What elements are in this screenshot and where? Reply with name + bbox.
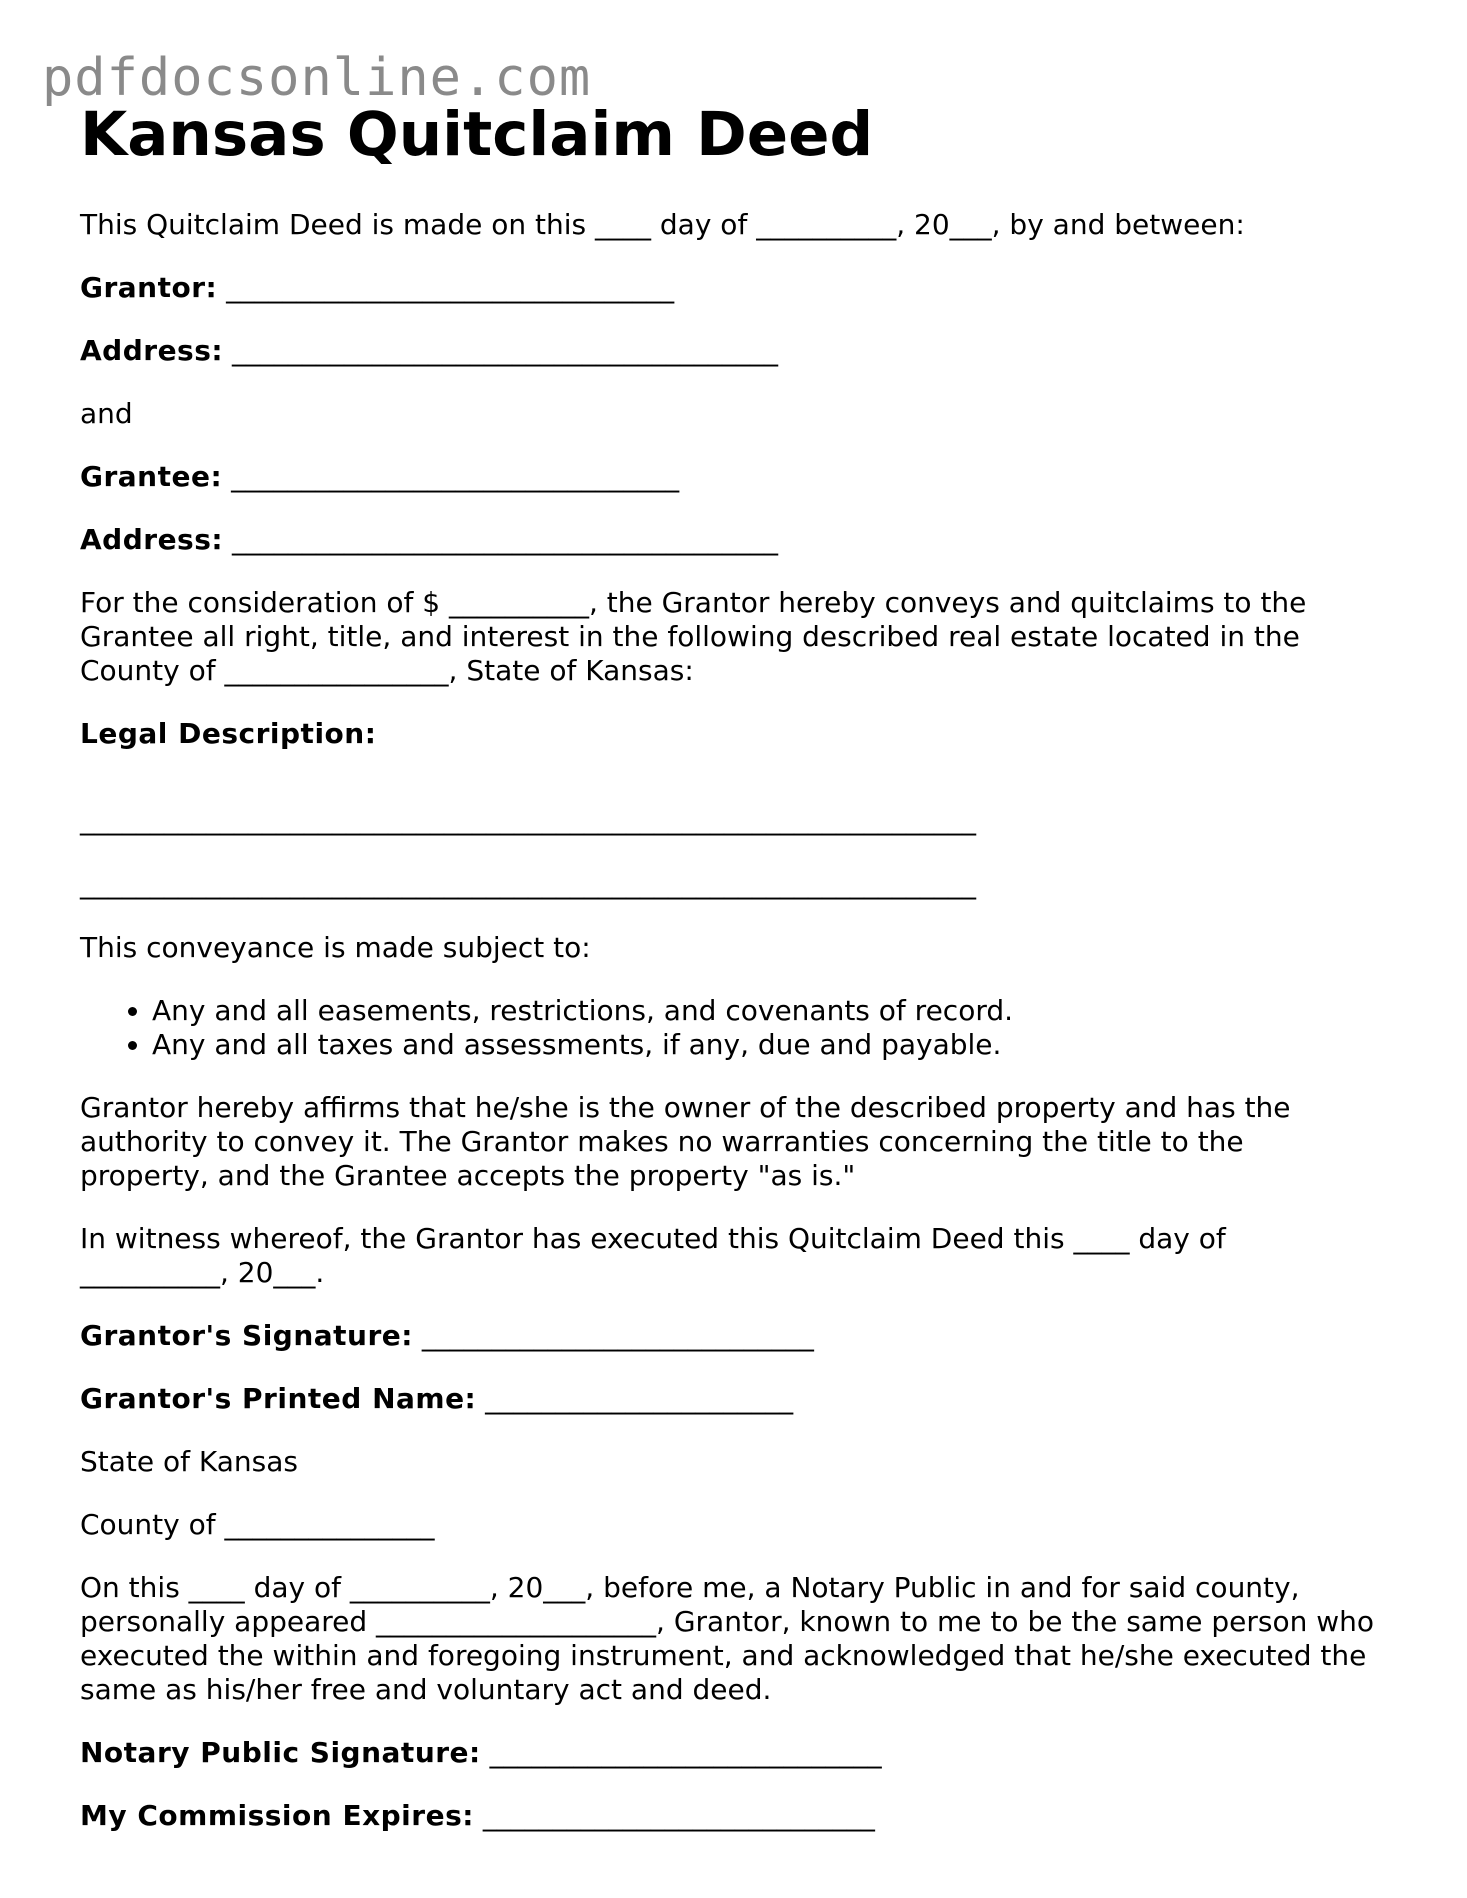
document-body <box>80 100 1380 1862</box>
grantee-field <box>80 460 1380 494</box>
grantor-field <box>80 271 1380 305</box>
grantor-printed-name-field <box>80 1382 1380 1416</box>
legal-description-line-1: ________________________________________________________________ <box>80 803 976 837</box>
consideration-paragraph: For the consideration of $ __________, the Grantor hereby conveys and quitclaims to the Grantee all right, title, and interest in the following described real estate located in the County of ________________, State of Kansas: <box>80 586 1307 688</box>
document-title: Kansas Quitclaim Deed <box>80 99 874 170</box>
affirmation-paragraph: Grantor hereby affirms that he/she is the owner of the described property and has the authority to convey it. The Grantor makes no warranties concerning the title to the property, and the Grantee accepts the property "as is." <box>80 1091 1291 1193</box>
notary-signature-label: Notary Public Signature: <box>80 1736 481 1770</box>
witness-paragraph: In witness whereof, the Grantor has executed this Quitclaim Deed this ____ day of __________, 20___. <box>80 1222 1226 1290</box>
legal-description-label-text: Legal Description: <box>80 717 377 751</box>
grantor-signature-label: Grantor's Signature: <box>80 1319 413 1353</box>
state-text: State of Kansas <box>80 1445 299 1479</box>
county-text: County of _______________ <box>80 1508 435 1542</box>
subject-to-paragraph: This conveyance is made subject to: <box>80 931 591 965</box>
commission-expires-blank: ____________________________ <box>482 1799 875 1833</box>
conditions-list <box>80 994 1380 1062</box>
list-item: • Any and all easements, restrictions, and covenants of record. <box>152 994 1380 1028</box>
notary-signature-blank: ____________________________ <box>489 1736 882 1770</box>
grantee-address-label: Address: <box>80 523 224 557</box>
intro-paragraph: This Quitclaim Deed is made on this ____ day of __________, 20___, by and between: <box>80 208 1245 242</box>
grantor-address-field <box>80 334 1380 368</box>
grantor-signature-blank: ____________________________ <box>421 1319 814 1353</box>
commission-expires-field <box>80 1799 1380 1833</box>
grantee-blank: ________________________________ <box>231 460 680 494</box>
notary-signature-field <box>80 1736 1380 1770</box>
commission-expires-label: My Commission Expires: <box>80 1799 474 1833</box>
list-item: • Any and all taxes and assessments, if any, due and payable. <box>152 1028 1380 1062</box>
grantor-address-blank: _______________________________________ <box>232 334 778 368</box>
notary-statement-paragraph: On this ____ day of __________, 20___, before me, a Notary Public in and for said county, personally appeared ____________________, Grantor, known to me to be the same person who executed the within and foregoing instrument, and acknowledged that he/she executed the same as his/her free and voluntary act and deed. <box>80 1571 1375 1707</box>
grantor-printed-name-label: Grantor's Printed Name: <box>80 1382 477 1416</box>
legal-description-line-2: ________________________________________________________________ <box>80 867 976 901</box>
grantor-signature-field <box>80 1319 1380 1353</box>
grantor-label: Grantor: <box>80 271 218 305</box>
grantee-address-blank: _______________________________________ <box>232 523 778 557</box>
watermark-text: pdfdocsonline.com <box>42 48 592 108</box>
legal-description-label <box>80 717 1380 751</box>
and-text: and <box>80 397 133 431</box>
grantor-printed-name-blank: ______________________ <box>485 1382 794 1416</box>
grantee-label: Grantee: <box>80 460 223 494</box>
grantor-blank: ________________________________ <box>226 271 675 305</box>
grantee-address-field <box>80 523 1380 557</box>
grantor-address-label: Address: <box>80 334 224 368</box>
